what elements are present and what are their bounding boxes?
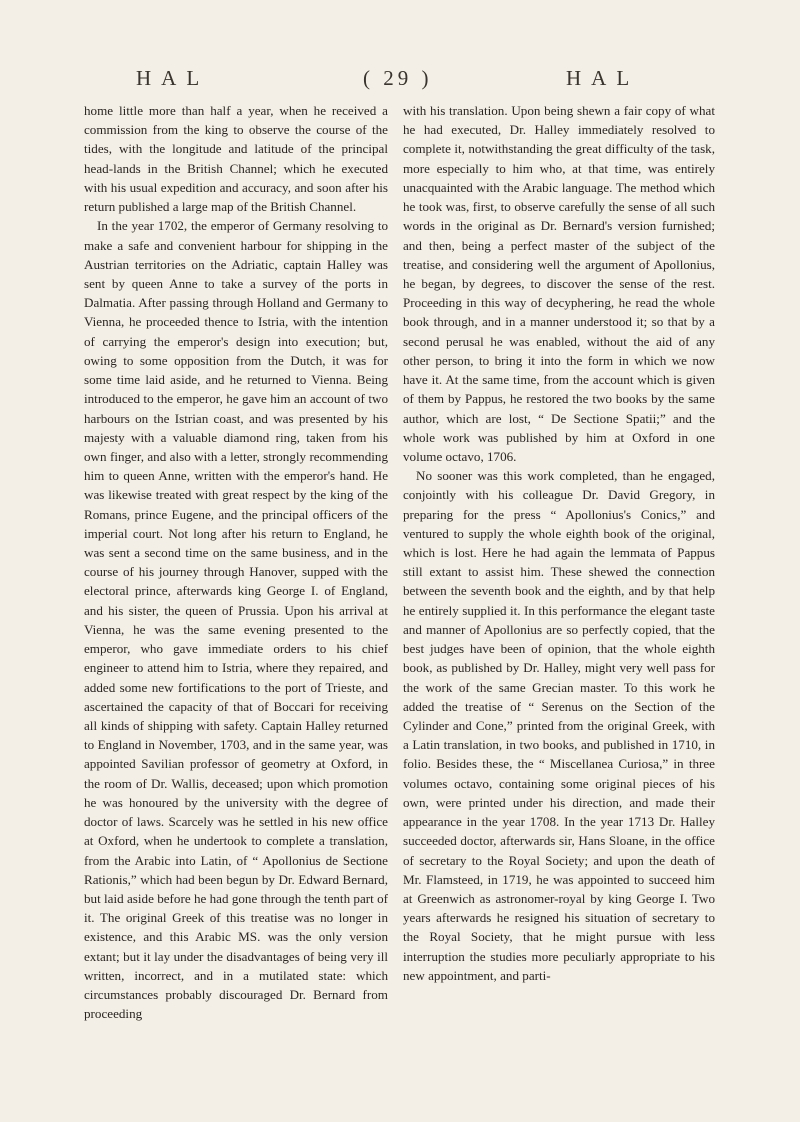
header-left-word: HAL [136, 66, 210, 90]
paragraph: No sooner was this work completed, than he engaged, conjointly with his colleague Dr. David Gregory, in preparing for the press “ Apollonius's Conics,” and ventured to supply the whole eighth book of the original, which is lost. Here he had again the lemmata of Pappus still extant to assist him. These shewed the connection between the seventh book and the eighth, and by that help he entirely supplied it. In this performance the elegant taste and manner of Apollonius are so perfectly copied, that the best judges have been of opinion, that the whole eighth book, as published by Dr. Halley, might very well pass for the work of the same Grecian master. To this work he added the treatise of “ Serenus on the Section of the Cylinder and Cone,” printed from the original Greek, with a Latin translation, in two books, and published in 1710, in folio. Besides these, the “ Miscellanea Curiosa,” in three volumes octavo, containing some original pieces of his own, were printed under his direction, and made their appearance in the year 1708. In the year 1713 Dr. Halley succeeded doctor, afterwards sir, Hans Sloane, in the office of secretary to the Royal Society; and upon the death of Mr. Flamsteed, in 1719, he was appointed to succeed him at Greenwich as astronomer-royal by king George I. Two years afterwards he resigned his situation of secretary to the Royal Society, that he might pursue with less interruption the studies more peculiarly appropriate to his new appointment, and parti- [403, 468, 715, 983]
paragraph: with his translation. Upon being shewn a fair copy of what he had executed, Dr. Halley immediately resolved to complete it, notwithstanding the great difficulty of the task, more especially to him who, at that time, was entirely unacquainted with the Arabic language. The method which he took was, first, to observe carefully the sense of all such words in the original as Dr. Bernard's version furnished; and then, being a perfect master of the subject of the treatise, and considering well the argument of Apollonius, he began, by degrees, to discover the sense of the rest. Proceeding in this way of decyphering, he read the whole book through, and in a manner understood it; so that by a second perusal he was enabled, without the aid of any other person, to bring it into the form in which we now have it. At the same time, from the account which is given of them by Pappus, he restored the two books by the same author, which are lost, “ De Sectione Spatii;” and the whole work was published by him at Oxford in one volume octavo, 1706. [403, 103, 715, 464]
page-number: ( 29 ) [363, 66, 433, 90]
right-text-column [403, 101, 715, 1091]
paragraph: home little more than half a year, when he received a commission from the king to observe the course of the tides, with the longitude and latitude of the principal head-lands in the British Channel; which he executed with his usual expedition and accuracy, and soon after his return published a large map of the British Channel. [84, 103, 388, 215]
running-header [0, 66, 800, 94]
left-text-column [84, 101, 388, 1091]
header-right-word: HAL [566, 66, 640, 90]
paragraph: In the year 1702, the emperor of Germany resolving to make a safe and convenient harbour for shipping in the Austrian territories on the Adriatic, captain Halley was sent by queen Anne to take a survey of the ports in Dalmatia. After passing through Holland and Germany to Vienna, he proceeded thence to Istria, with the intention of carrying the emperor's design into execution; but, owing to some opposition from the Dutch, it was for some time laid aside, and he returned to Vienna. Being introduced to the emperor, he gave him an account of two harbours on the Istrian coast, and was presented by his majesty with a valuable diamond ring, taken from his own finger, and also with a letter, strongly recommending him to queen Anne, written with the emperor's hand. He was likewise treated with great respect by the king of the Romans, prince Eugene, and the principal officers of the imperial court. Not long after his return to England, he was sent a second time on the same business, and in the course of his journey through Hanover, supped with the electoral prince, afterwards king George I. of England, and his sister, the queen of Prussia. Upon his arrival at Vienna, he was the same evening presented to the emperor, who gave immediate orders to his chief engineer to attend him to Istria, where they repaired, and added some new fortifications to the port of Trieste, and ascertained the capacity of that of Boccari for receiving all kinds of shipping with safety. Captain Halley returned to England in November, 1703, and in the same year, was appointed Savilian professor of geometry at Oxford, in the room of Dr. Wallis, deceased; upon which promotion he was honoured by the university with the degree of doctor of laws. Scarcely was he settled in his new office at Oxford, when he undertook to complete a translation, from the Arabic into Latin, of “ Apollonius de Sectione Rationis,” which had been begun by Dr. Edward Bernard, but laid aside before he had gone through the tenth part of it. The original Greek of this treatise was no longer in existence, and this Arabic MS. was the only version extant; but it lay under the disadvantages of being very ill written, incorrect, and in a mutilated state: which circumstances probably discouraged Dr. Bernard from proceeding [84, 218, 388, 1022]
